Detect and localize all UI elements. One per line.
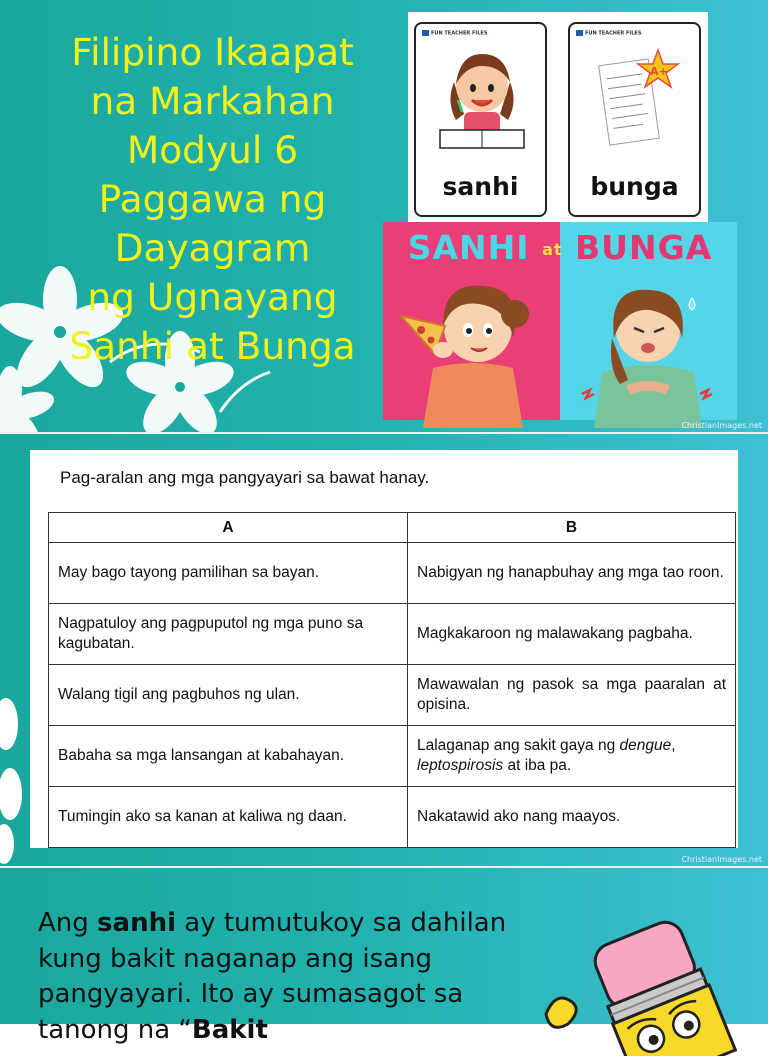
cell-a: Tumingin ako sa kanan at kaliwa ng daan. — [49, 787, 408, 848]
cell-b: Lalaganap ang sakit gaya ng dengue, leptospirosis at iba pa. — [408, 726, 736, 787]
pencil-mascot-illustration — [538, 906, 768, 1056]
sanhi-card — [414, 22, 547, 217]
bunga-card — [568, 22, 701, 217]
table-row — [49, 665, 736, 726]
cell-a: Nagpatuloy ang pagpuputol ng mga puno sa kagubatan. — [49, 604, 408, 665]
card-logo: FUN TEACHER FILES — [422, 30, 487, 37]
title-line: Paggawa ng — [98, 177, 327, 221]
girl-writing-illustration — [432, 42, 532, 152]
card-label: bunga — [590, 172, 679, 201]
title-line: Sanhi at Bunga — [69, 324, 356, 368]
sanhi-at-bunga-poster — [383, 222, 737, 420]
card-label: sanhi — [442, 172, 519, 201]
title-line: Filipino Ikaapat — [71, 30, 354, 74]
graded-paper-illustration — [586, 42, 686, 152]
table-row — [49, 543, 736, 604]
title-line: na Markahan — [90, 79, 335, 123]
table-row — [49, 604, 736, 665]
definition-slide — [0, 868, 768, 1045]
column-header-a: A — [49, 513, 408, 543]
watermark: ChristianImages.net — [681, 421, 762, 430]
sanhi-definition: Ang sanhi ay tumutukoy sa dahilan kung bakit naganap ang isang pangyayari. Ito ay sumasagot sa tanong na “Bakit — [38, 908, 507, 1045]
poster-title: SANHI at BUNGA — [407, 228, 713, 267]
svg-text:A+: A+ — [650, 65, 668, 78]
page-title — [20, 28, 405, 371]
document-page — [30, 450, 738, 848]
cell-b: Mawawalan ng pasok sa mga paaralan at opisina. — [408, 665, 736, 726]
cell-b: Nabigyan ng hanapbuhay ang mga tao roon. — [408, 543, 736, 604]
title-line: Modyul 6 — [126, 128, 299, 172]
title-line: Dayagram — [114, 226, 311, 270]
column-header-b: B — [408, 513, 736, 543]
instruction-text: Pag-aralan ang mga pangyayari sa bawat hanay. — [60, 468, 430, 487]
cell-a: May bago tayong pamilihan sa bayan. — [49, 543, 408, 604]
table-row — [49, 787, 736, 848]
table-slide — [0, 434, 768, 866]
cause-effect-table — [48, 512, 736, 848]
card-logo: FUN TEACHER FILES — [576, 30, 641, 37]
cell-b: Nakatawid ako nang maayos. — [408, 787, 736, 848]
title-line: ng Ugnayang — [87, 275, 338, 319]
title-slide — [0, 0, 768, 432]
girl-stomachache-illustration — [560, 268, 737, 428]
girl-eating-pizza-illustration — [383, 268, 560, 428]
cell-a: Babaha sa mga lansangan at kabahayan. — [49, 726, 408, 787]
table-header-row — [49, 513, 736, 543]
cell-b: Magkakaroon ng malawakang pagbaha. — [408, 604, 736, 665]
watermark: ChristianImages.net — [681, 855, 762, 864]
table-row — [49, 726, 736, 787]
cell-a: Walang tigil ang pagbuhos ng ulan. — [49, 665, 408, 726]
